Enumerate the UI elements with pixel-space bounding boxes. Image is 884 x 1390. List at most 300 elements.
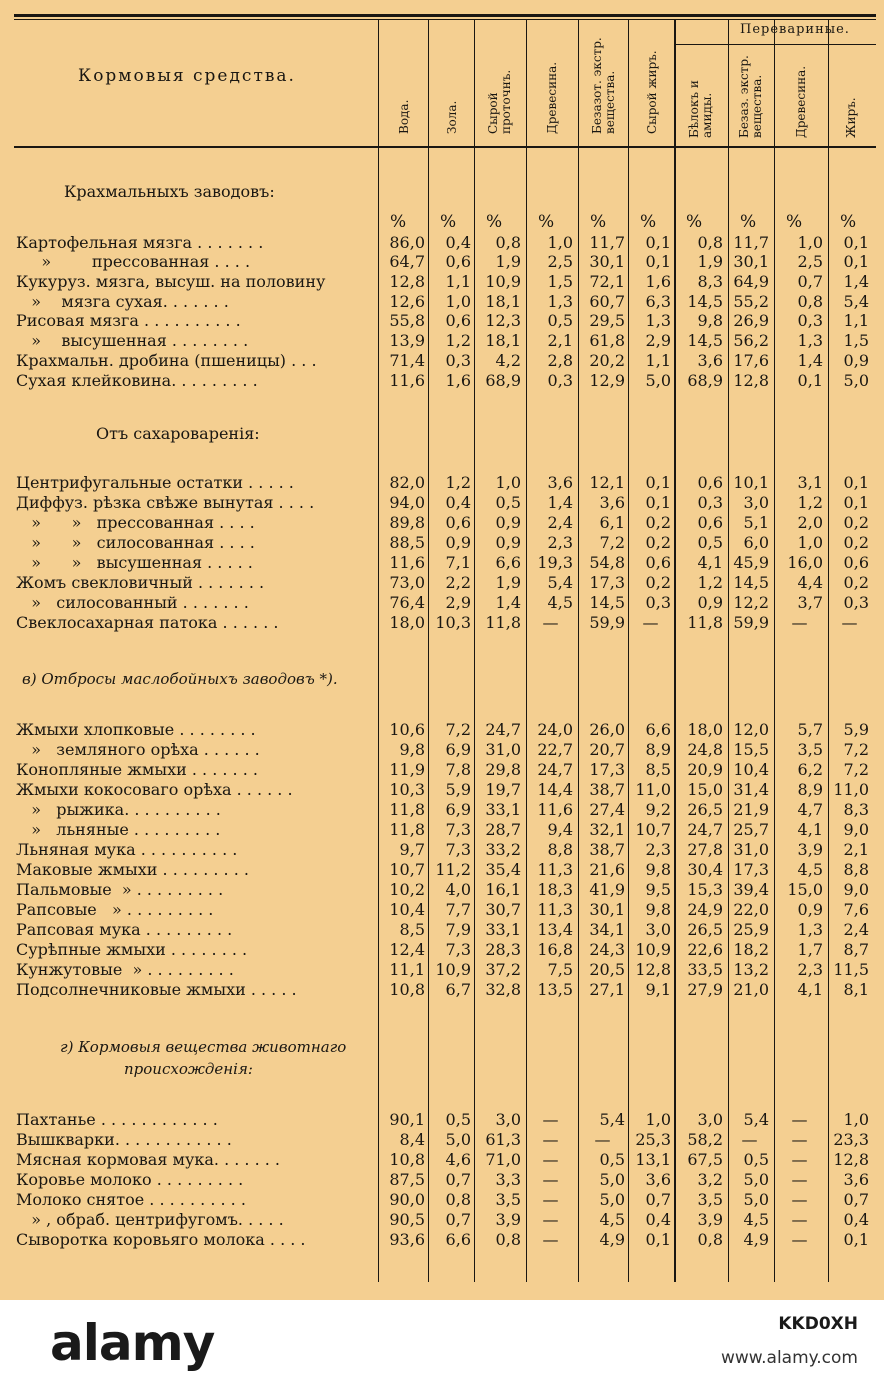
value-cell: 24,7: [485, 720, 521, 739]
value-cell: 33,1: [485, 920, 521, 939]
value-cell: 9,5: [645, 880, 671, 899]
value-cell: 90,1: [389, 1110, 425, 1129]
column-divider: [526, 20, 527, 1282]
value-cell: 11,3: [537, 900, 573, 919]
value-cell: 34,1: [589, 920, 625, 939]
value-cell: 1,9: [495, 252, 521, 271]
value-cell: 6,1: [599, 513, 625, 532]
value-cell: 3,0: [743, 493, 769, 512]
value-cell: 67,5: [687, 1150, 723, 1169]
value-cell: 3,0: [495, 1110, 521, 1129]
value-cell: 0,2: [645, 533, 671, 552]
feed-name: Мясная кормовая мука. . . . . . .: [16, 1150, 281, 1169]
value-cell: 24,8: [687, 740, 723, 759]
value-cell: 8,9: [645, 740, 671, 759]
value-cell: 0,2: [645, 573, 671, 592]
value-cell: —: [542, 613, 559, 632]
value-cell: 0,5: [697, 533, 723, 552]
value-cell: 0,9: [843, 351, 869, 370]
value-cell: 2,2: [445, 573, 471, 592]
value-cell: 4,5: [547, 593, 573, 612]
table-row: [0, 613, 884, 633]
table-row: [0, 533, 884, 553]
value-cell: 0,4: [445, 493, 471, 512]
value-cell: 18,2: [733, 940, 769, 959]
value-cell: 1,0: [645, 1110, 671, 1129]
value-cell: 5,0: [645, 371, 671, 390]
feed-name: Пахтанье . . . . . . . . . . . .: [16, 1110, 218, 1129]
value-cell: 1,1: [645, 351, 671, 370]
value-cell: 20,9: [687, 760, 723, 779]
value-cell: 17,6: [733, 351, 769, 370]
feed-name: » рыжика. . . . . . . . . .: [16, 800, 221, 819]
value-cell: 26,5: [687, 800, 723, 819]
feed-name: Рисовая мязга . . . . . . . . . .: [16, 311, 241, 330]
value-cell: 6,6: [445, 1230, 471, 1249]
value-cell: 5,0: [843, 371, 869, 390]
value-cell: 30,7: [485, 900, 521, 919]
value-cell: 1,1: [445, 272, 471, 291]
image-id: KKD0XH: [778, 1314, 858, 1334]
value-cell: 11,8: [389, 820, 425, 839]
column-divider: [674, 20, 676, 1282]
value-cell: 11,6: [389, 371, 425, 390]
value-cell: 55,8: [389, 311, 425, 330]
value-cell: 5,0: [599, 1170, 625, 1189]
value-cell: 3,5: [697, 1190, 723, 1209]
table-row: [0, 1210, 884, 1230]
value-cell: 6,2: [797, 760, 823, 779]
value-cell: 2,9: [445, 593, 471, 612]
value-cell: 9,7: [399, 840, 425, 859]
table-row: [0, 1150, 884, 1170]
value-cell: 10,3: [389, 780, 425, 799]
column-header: Сырой жиръ.: [644, 50, 659, 134]
value-cell: 71,0: [485, 1150, 521, 1169]
value-cell: 38,7: [589, 840, 625, 859]
feed-name: » высушенная . . . . . . . .: [16, 331, 249, 350]
value-cell: 22,6: [687, 940, 723, 959]
value-cell: 1,2: [445, 473, 471, 492]
value-cell: 10,3: [435, 613, 471, 632]
value-cell: 5,4: [599, 1110, 625, 1129]
value-cell: 0,1: [843, 1230, 869, 1249]
value-cell: —: [542, 1210, 559, 1229]
value-cell: 0,5: [743, 1150, 769, 1169]
value-cell: 7,3: [445, 840, 471, 859]
value-cell: 16,8: [537, 940, 573, 959]
value-cell: 41,9: [589, 880, 625, 899]
value-cell: 1,3: [547, 292, 573, 311]
value-cell: 5,1: [743, 513, 769, 532]
value-cell: 3,0: [645, 920, 671, 939]
feed-name: Молоко снятое . . . . . . . . . .: [16, 1190, 246, 1209]
table-row: [0, 1190, 884, 1210]
value-cell: —: [542, 1130, 559, 1149]
section-title: г) Кормовыя вещества животнаго: [60, 1038, 347, 1056]
value-cell: 12,0: [733, 720, 769, 739]
value-cell: 10,4: [733, 760, 769, 779]
table-row: [0, 272, 884, 292]
value-cell: 2,1: [547, 331, 573, 350]
column-header: Безазот. экстр. вещества.: [590, 37, 617, 134]
feed-name: Рапсовые » . . . . . . . . .: [16, 900, 214, 919]
value-cell: 1,1: [843, 311, 869, 330]
value-cell: 5,9: [843, 720, 869, 739]
value-cell: 12,1: [589, 473, 625, 492]
feed-name: Вышкварки. . . . . . . . . . . .: [16, 1130, 232, 1149]
feed-name: » » силосованная . . . .: [16, 533, 255, 552]
value-cell: 25,3: [635, 1130, 671, 1149]
column-divider: [578, 20, 579, 1282]
table-row: [0, 980, 884, 1000]
feed-name: Подсолнечниковые жмыхи . . . . .: [16, 980, 297, 999]
value-cell: 0,5: [495, 493, 521, 512]
table-row: [0, 800, 884, 820]
value-cell: —: [841, 613, 858, 632]
value-cell: 13,1: [635, 1150, 671, 1169]
value-cell: 1,3: [797, 920, 823, 939]
value-cell: 0,1: [645, 493, 671, 512]
value-cell: 0,8: [797, 292, 823, 311]
value-cell: 3,6: [599, 493, 625, 512]
value-cell: 3,5: [495, 1190, 521, 1209]
value-cell: 14,5: [687, 331, 723, 350]
value-cell: 3,2: [697, 1170, 723, 1189]
table-row: [0, 252, 884, 272]
value-cell: 11,7: [733, 233, 769, 252]
value-cell: 1,3: [645, 311, 671, 330]
value-cell: 11,0: [833, 780, 869, 799]
column-divider: [628, 20, 629, 1282]
value-cell: 12,8: [635, 960, 671, 979]
value-cell: 14,4: [537, 780, 573, 799]
value-cell: 8,8: [843, 860, 869, 879]
value-cell: —: [791, 613, 808, 632]
value-cell: 3,9: [697, 1210, 723, 1229]
value-cell: 4,5: [797, 860, 823, 879]
value-cell: 13,2: [733, 960, 769, 979]
value-cell: 2,1: [843, 840, 869, 859]
table-row: [0, 593, 884, 613]
value-cell: 0,8: [495, 1230, 521, 1249]
value-cell: 0,1: [645, 252, 671, 271]
value-cell: 10,7: [635, 820, 671, 839]
column-divider: [428, 20, 429, 1282]
value-cell: 8,5: [645, 760, 671, 779]
table-row: [0, 840, 884, 860]
feed-name: » земляного орѣха . . . . . .: [16, 740, 260, 759]
percent-sign: %: [390, 212, 407, 232]
value-cell: 90,5: [389, 1210, 425, 1229]
value-cell: 23,3: [833, 1130, 869, 1149]
value-cell: 54,8: [589, 553, 625, 572]
feed-name: Сухая клейковина. . . . . . . . .: [16, 371, 258, 390]
value-cell: 3,7: [797, 593, 823, 612]
feed-name: » » прессованная . . . .: [16, 513, 255, 532]
percent-sign: %: [740, 212, 757, 232]
value-cell: 0,6: [445, 311, 471, 330]
feed-name: Льняная мука . . . . . . . . . .: [16, 840, 238, 859]
value-cell: 11,8: [389, 800, 425, 819]
value-cell: 11,7: [589, 233, 625, 252]
value-cell: 89,8: [389, 513, 425, 532]
value-cell: 1,0: [495, 473, 521, 492]
value-cell: 0,4: [445, 233, 471, 252]
value-cell: 4,1: [797, 980, 823, 999]
feed-name: Свеклосахарная патока . . . . . .: [16, 613, 279, 632]
value-cell: 7,7: [445, 900, 471, 919]
table-row: [0, 820, 884, 840]
value-cell: 72,1: [589, 272, 625, 291]
value-cell: 5,0: [599, 1190, 625, 1209]
value-cell: 31,0: [485, 740, 521, 759]
value-cell: 16,0: [787, 553, 823, 572]
value-cell: 7,6: [843, 900, 869, 919]
value-cell: —: [542, 1170, 559, 1189]
table-row: [0, 573, 884, 593]
column-header: Зола.: [444, 100, 459, 134]
value-cell: 0,1: [843, 493, 869, 512]
value-cell: 10,9: [485, 272, 521, 291]
value-cell: 39,4: [733, 880, 769, 899]
value-cell: 14,5: [687, 292, 723, 311]
table-row: [0, 553, 884, 573]
feed-name: Диффуз. рѣзка свѣже вынутая . . . .: [16, 493, 315, 512]
value-cell: 27,1: [589, 980, 625, 999]
value-cell: 17,3: [589, 573, 625, 592]
value-cell: 86,0: [389, 233, 425, 252]
value-cell: 5,9: [445, 780, 471, 799]
value-cell: 58,2: [687, 1130, 723, 1149]
value-cell: 1,2: [697, 573, 723, 592]
table-row: [0, 880, 884, 900]
value-cell: 2,9: [645, 331, 671, 350]
value-cell: 64,9: [733, 272, 769, 291]
percent-sign: %: [686, 212, 703, 232]
value-cell: 59,9: [589, 613, 625, 632]
value-cell: 4,5: [743, 1210, 769, 1229]
value-cell: 24,7: [537, 760, 573, 779]
value-cell: 9,8: [645, 860, 671, 879]
value-cell: 3,6: [645, 1170, 671, 1189]
value-cell: 7,3: [445, 940, 471, 959]
value-cell: 10,8: [389, 980, 425, 999]
value-cell: 73,0: [389, 573, 425, 592]
site-url: www.alamy.com: [720, 1348, 858, 1368]
table-row: [0, 311, 884, 331]
percent-sign: %: [590, 212, 607, 232]
value-cell: 1,4: [843, 272, 869, 291]
value-cell: 21,9: [733, 800, 769, 819]
value-cell: 10,6: [389, 720, 425, 739]
header-rule: [14, 146, 876, 148]
percent-sign: %: [486, 212, 503, 232]
value-cell: 12,6: [389, 292, 425, 311]
value-cell: 88,5: [389, 533, 425, 552]
feed-name: Пальмовые » . . . . . . . . .: [16, 880, 224, 899]
value-cell: 0,4: [645, 1210, 671, 1229]
value-cell: 3,9: [495, 1210, 521, 1229]
feed-name: Центрифугальные остатки . . . . .: [16, 473, 294, 492]
value-cell: 0,8: [697, 233, 723, 252]
value-cell: 11,1: [389, 960, 425, 979]
feed-name: Маковые жмыхи . . . . . . . . .: [16, 860, 249, 879]
value-cell: 1,2: [445, 331, 471, 350]
table-row: [0, 760, 884, 780]
value-cell: 18,3: [537, 880, 573, 899]
value-cell: 12,3: [485, 311, 521, 330]
value-cell: 0,9: [495, 533, 521, 552]
value-cell: 4,9: [743, 1230, 769, 1249]
table-row: [0, 920, 884, 940]
value-cell: 20,7: [589, 740, 625, 759]
value-cell: 7,8: [445, 760, 471, 779]
value-cell: 6,9: [445, 740, 471, 759]
value-cell: 61,8: [589, 331, 625, 350]
feed-name: Жмыхи кокосоваго орѣха . . . . . .: [16, 780, 293, 799]
value-cell: 56,2: [733, 331, 769, 350]
value-cell: —: [791, 1110, 808, 1129]
feed-name: » прессованная . . . .: [16, 252, 251, 271]
watermark-footer: [0, 1300, 884, 1390]
value-cell: 8,3: [697, 272, 723, 291]
value-cell: 24,3: [589, 940, 625, 959]
value-cell: 0,3: [547, 371, 573, 390]
value-cell: 12,8: [389, 272, 425, 291]
value-cell: 0,9: [697, 593, 723, 612]
value-cell: 5,0: [445, 1130, 471, 1149]
feed-name: Картофельная мязга . . . . . . .: [16, 233, 264, 252]
value-cell: 31,4: [733, 780, 769, 799]
value-cell: 7,5: [547, 960, 573, 979]
table-row: [0, 473, 884, 493]
value-cell: 10,9: [635, 940, 671, 959]
value-cell: 15,0: [787, 880, 823, 899]
value-cell: 0,9: [445, 533, 471, 552]
value-cell: —: [791, 1230, 808, 1249]
feed-name: Сыворотка коровьяго молока . . . .: [16, 1230, 306, 1249]
value-cell: 5,7: [797, 720, 823, 739]
value-cell: —: [791, 1210, 808, 1229]
percent-sign: %: [440, 212, 457, 232]
value-cell: 10,2: [389, 880, 425, 899]
value-cell: 27,4: [589, 800, 625, 819]
value-cell: 1,3: [797, 331, 823, 350]
value-cell: 1,6: [445, 371, 471, 390]
value-cell: 0,6: [843, 553, 869, 572]
value-cell: 3,1: [797, 473, 823, 492]
value-cell: 0,3: [697, 493, 723, 512]
value-cell: 68,9: [485, 371, 521, 390]
value-cell: 71,4: [389, 351, 425, 370]
value-cell: 28,3: [485, 940, 521, 959]
table-row: [0, 351, 884, 371]
value-cell: 0,7: [797, 272, 823, 291]
table-row: [0, 960, 884, 980]
table-row: [0, 292, 884, 312]
value-cell: 13,4: [537, 920, 573, 939]
value-cell: —: [642, 613, 659, 632]
section-title: Отъ сахароваренія:: [96, 424, 260, 443]
table-row: [0, 940, 884, 960]
value-cell: 8,4: [399, 1130, 425, 1149]
value-cell: 8,8: [547, 840, 573, 859]
value-cell: 3,0: [697, 1110, 723, 1129]
value-cell: 28,7: [485, 820, 521, 839]
column-header: Бѣлокъ и амиды.: [687, 80, 714, 138]
value-cell: 21,0: [733, 980, 769, 999]
value-cell: 1,4: [547, 493, 573, 512]
value-cell: 2,5: [547, 252, 573, 271]
value-cell: 30,1: [589, 252, 625, 271]
value-cell: 0,2: [843, 573, 869, 592]
value-cell: 4,4: [797, 573, 823, 592]
value-cell: 11,0: [635, 780, 671, 799]
value-cell: 30,4: [687, 860, 723, 879]
value-cell: 18,0: [389, 613, 425, 632]
value-cell: 33,1: [485, 800, 521, 819]
section-title: Крахмальныхъ заводовъ:: [64, 182, 275, 201]
value-cell: —: [594, 1130, 611, 1149]
value-cell: 16,1: [485, 880, 521, 899]
value-cell: 0,9: [495, 513, 521, 532]
value-cell: 9,0: [843, 880, 869, 899]
value-cell: 29,5: [589, 311, 625, 330]
column-header: Жиръ.: [843, 97, 858, 138]
value-cell: 11,5: [833, 960, 869, 979]
value-cell: 26,9: [733, 311, 769, 330]
value-cell: 5,4: [547, 573, 573, 592]
value-cell: 1,0: [797, 533, 823, 552]
value-cell: 9,8: [697, 311, 723, 330]
value-cell: 15,3: [687, 880, 723, 899]
value-cell: 10,8: [389, 1150, 425, 1169]
column-header: Сырой проточнъ.: [486, 69, 513, 134]
value-cell: 0,8: [697, 1230, 723, 1249]
value-cell: 11,6: [389, 553, 425, 572]
feed-name: Кунжутовые » . . . . . . . . .: [16, 960, 234, 979]
value-cell: 0,6: [445, 252, 471, 271]
feed-name: Кукуруз. мязга, высуш. на половину: [16, 272, 326, 291]
column-header: Древесина.: [793, 65, 808, 138]
feed-name: Сурѣпные жмыхи . . . . . . . .: [16, 940, 248, 959]
value-cell: 2,3: [645, 840, 671, 859]
value-cell: 0,2: [843, 533, 869, 552]
digestible-group-header: Перевариныe.: [740, 22, 850, 37]
value-cell: 0,3: [797, 311, 823, 330]
value-cell: 22,0: [733, 900, 769, 919]
feed-name: Коровье молоко . . . . . . . . .: [16, 1170, 244, 1189]
value-cell: 1,9: [495, 573, 521, 592]
column-divider: [828, 20, 829, 1282]
value-cell: 45,9: [733, 553, 769, 572]
value-cell: 12,2: [733, 593, 769, 612]
value-cell: 0,1: [843, 473, 869, 492]
value-cell: 9,2: [645, 800, 671, 819]
column-header: Безаз. экстр. вещества.: [737, 55, 764, 138]
value-cell: 0,1: [645, 1230, 671, 1249]
value-cell: 13,9: [389, 331, 425, 350]
value-cell: 4,2: [495, 351, 521, 370]
value-cell: 90,0: [389, 1190, 425, 1209]
value-cell: 14,5: [733, 573, 769, 592]
feed-name: » » высушенная . . . . .: [16, 553, 253, 572]
table-row: [0, 513, 884, 533]
value-cell: 1,5: [547, 272, 573, 291]
percent-sign: %: [786, 212, 803, 232]
table-row: [0, 740, 884, 760]
